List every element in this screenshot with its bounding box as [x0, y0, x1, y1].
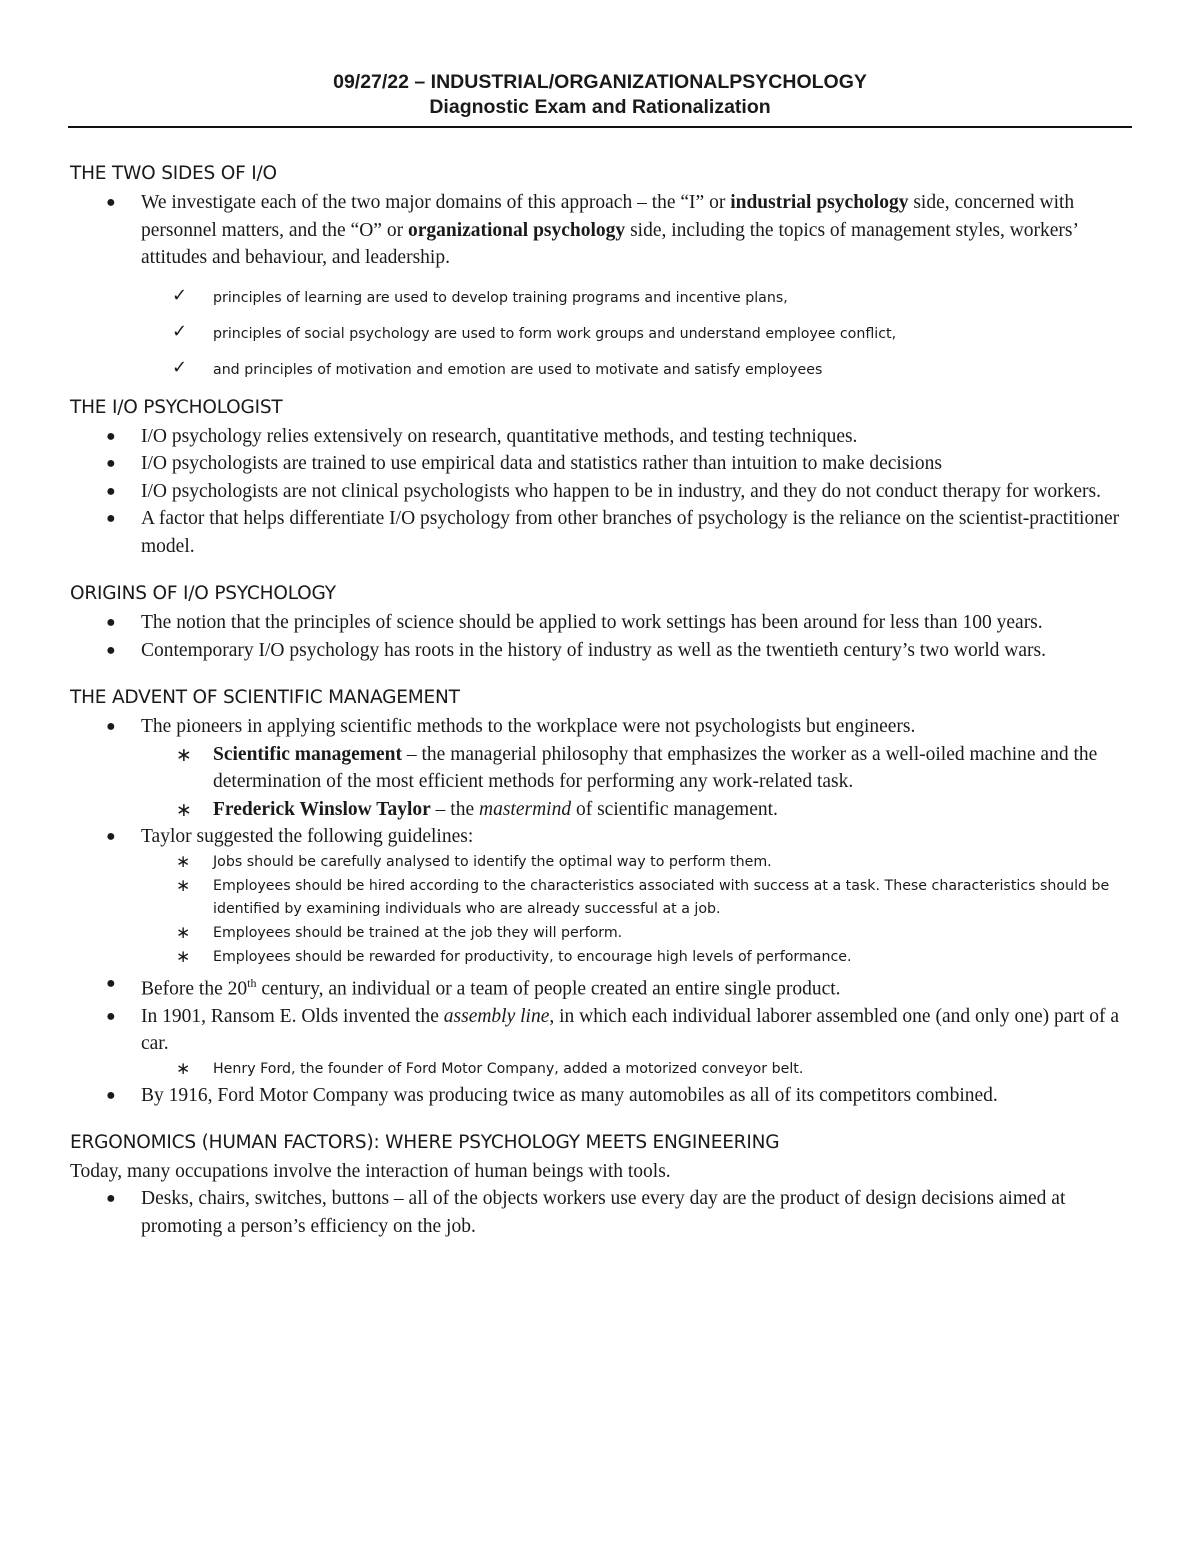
list-item: ● Contemporary I/O psychology has roots in the history of industry as well as the twentieth century’s two world wars.: [68, 637, 1132, 665]
bullet-icon: ●: [106, 510, 116, 527]
bullet-icon: ●: [106, 828, 116, 845]
bullet-icon: ●: [106, 1190, 116, 1207]
document-subtitle: Diagnostic Exam and Rationalization: [429, 96, 771, 118]
list-item: ● Desks, chairs, switches, buttons – all of the objects workers use every day are the product of design decisions aimed at promoting a person’s efficiency on the job.: [68, 1185, 1132, 1240]
section-scientific-management: [68, 686, 1132, 1109]
bullet-icon: ●: [106, 1086, 116, 1104]
list-item: ● I/O psychology relies extensively on research, quantitative methods, and testing techniques.: [68, 423, 1132, 451]
bullet-icon: ●: [106, 194, 116, 211]
section-heading: ORIGINS OF I/O PSYCHOLOGY: [70, 583, 336, 604]
list-item: ● In 1901, Ransom E. Olds invented the assembly line, in which each individual laborer assembled one (and only one) part of a car.: [68, 1003, 1132, 1058]
term-industrial-psychology: industrial psychology: [730, 192, 909, 213]
asterisk-icon: ∗: [176, 798, 192, 821]
checkmark-icon: ✓: [172, 320, 188, 342]
bullet-icon: ●: [106, 1007, 116, 1025]
asterisk-icon: ∗: [176, 851, 191, 872]
sub-list-item: ∗ Henry Ford, the founder of Ford Motor Company, added a motorized conveyor belt.: [176, 1058, 804, 1079]
bullet-icon: ●: [106, 718, 116, 735]
list-item: ● We investigate each of the two major domains of this approach – the “I” or industrial psychology side, concerned with personnel matters, and the “O” or organizational psychology side, including the topics of management styles, workers’ attitudes and behaviour, and leadership.: [68, 189, 1132, 272]
list-item: ● A factor that helps differentiate I/O psychology from other branches of psychology is the reliance on the scientist-practitioner model.: [68, 505, 1132, 560]
bullet-list: [68, 423, 1132, 561]
bullet-list: [68, 713, 1132, 1109]
term-frederick-taylor: Frederick Winslow Taylor: [213, 798, 431, 820]
section-two-sides: [68, 162, 1132, 380]
list-item: ✓ principles of learning are used to develop training programs and incentive plans,: [172, 284, 788, 306]
term-organizational-psychology: organizational psychology: [407, 219, 626, 241]
term-scientific-management: Scientific management: [213, 743, 403, 765]
section-heading: THE I/O PSYCHOLOGIST: [70, 396, 283, 418]
sub-list-item: ∗ Employees should be hired according to the characteristics associated with success at a task. These characteristics should be identified by examining individuals who are already successful at a job.: [176, 875, 1110, 917]
bullet-list: [68, 189, 1132, 272]
asterisk-icon: ∗: [176, 946, 191, 967]
bullet-icon: ●: [106, 427, 116, 445]
asterisk-icon: ∗: [176, 743, 192, 766]
sub-list-item: ∗ Jobs should be carefully analysed to identify the optimal way to perform them.: [176, 851, 772, 872]
asterisk-icon: ∗: [176, 922, 191, 943]
bullet-icon: ●: [106, 455, 116, 472]
checkmark-icon: ✓: [172, 284, 188, 306]
section-intro: Today, many occupations involve the interaction of human beings with tools.: [70, 1161, 671, 1182]
sub-list-item: ∗ Employees should be rewarded for productivity, to encourage high levels of performance.: [176, 946, 852, 967]
section-origins: [68, 582, 1132, 664]
asterisk-icon: ∗: [176, 1058, 191, 1079]
bullet-icon: ●: [106, 482, 116, 500]
sub-list-item: ∗ Employees should be trained at the job they will perform.: [176, 922, 623, 943]
header-divider: [68, 126, 1132, 128]
bullet-list: [68, 1185, 1132, 1240]
section-heading: ERGONOMICS (HUMAN FACTORS): WHERE PSYCHOLOGY MEETS ENGINEERING: [70, 1132, 780, 1153]
list-item: ● The notion that the principles of science should be applied to work settings has been around for less than 100 years.: [68, 609, 1132, 637]
list-item: ✓ principles of social psychology are used to form work groups and understand employee conflict,: [172, 320, 897, 342]
sub-list-item: ∗ Frederick Winslow Taylor – the mastermind of scientific management.: [68, 796, 1132, 824]
bullet-icon: ●: [106, 614, 116, 631]
section-ergonomics: [68, 1131, 1132, 1240]
section-heading: THE ADVENT OF SCIENTIFIC MANAGEMENT: [70, 687, 460, 708]
list-item: ● I/O psychologists are not clinical psychologists who happen to be in industry, and they do not conduct therapy for workers.: [68, 478, 1132, 506]
section-io-psychologist: [68, 396, 1132, 561]
list-item: ✓ and principles of motivation and emotion are used to motivate and satisfy employees: [172, 356, 823, 378]
sub-list-item: ∗ Scientific management – the managerial philosophy that emphasizes the worker as a well-oiled machine and the determination of the most efficient methods for performing any work-related task.: [176, 743, 1098, 792]
document-title: 09/27/22 – INDUSTRIAL/ORGANIZATIONALPSYCHOLOGY: [333, 71, 867, 93]
list-item: ● Before the 20th century, an individual or a team of people created an entire single product.: [68, 970, 1132, 1003]
document-page: [68, 70, 1132, 1262]
document-header: [68, 70, 1132, 120]
asterisk-icon: ∗: [176, 875, 191, 896]
checkmark-icon: ✓: [172, 356, 188, 378]
list-item: ● The pioneers in applying scientific methods to the workplace were not psychologists but engineers.: [68, 713, 1132, 741]
bullet-list: [68, 609, 1132, 664]
list-item: ● Taylor suggested the following guidelines:: [68, 823, 1132, 851]
bullet-icon: ●: [106, 974, 116, 992]
section-heading: THE TWO SIDES OF I/O: [70, 163, 277, 184]
bullet-icon: ●: [106, 641, 116, 659]
list-item: ● I/O psychologists are trained to use empirical data and statistics rather than intuition to make decisions: [68, 450, 1132, 478]
checkmark-list: [68, 284, 1132, 380]
list-item: ● By 1916, Ford Motor Company was producing twice as many automobiles as all of its competitors combined.: [68, 1082, 1132, 1110]
